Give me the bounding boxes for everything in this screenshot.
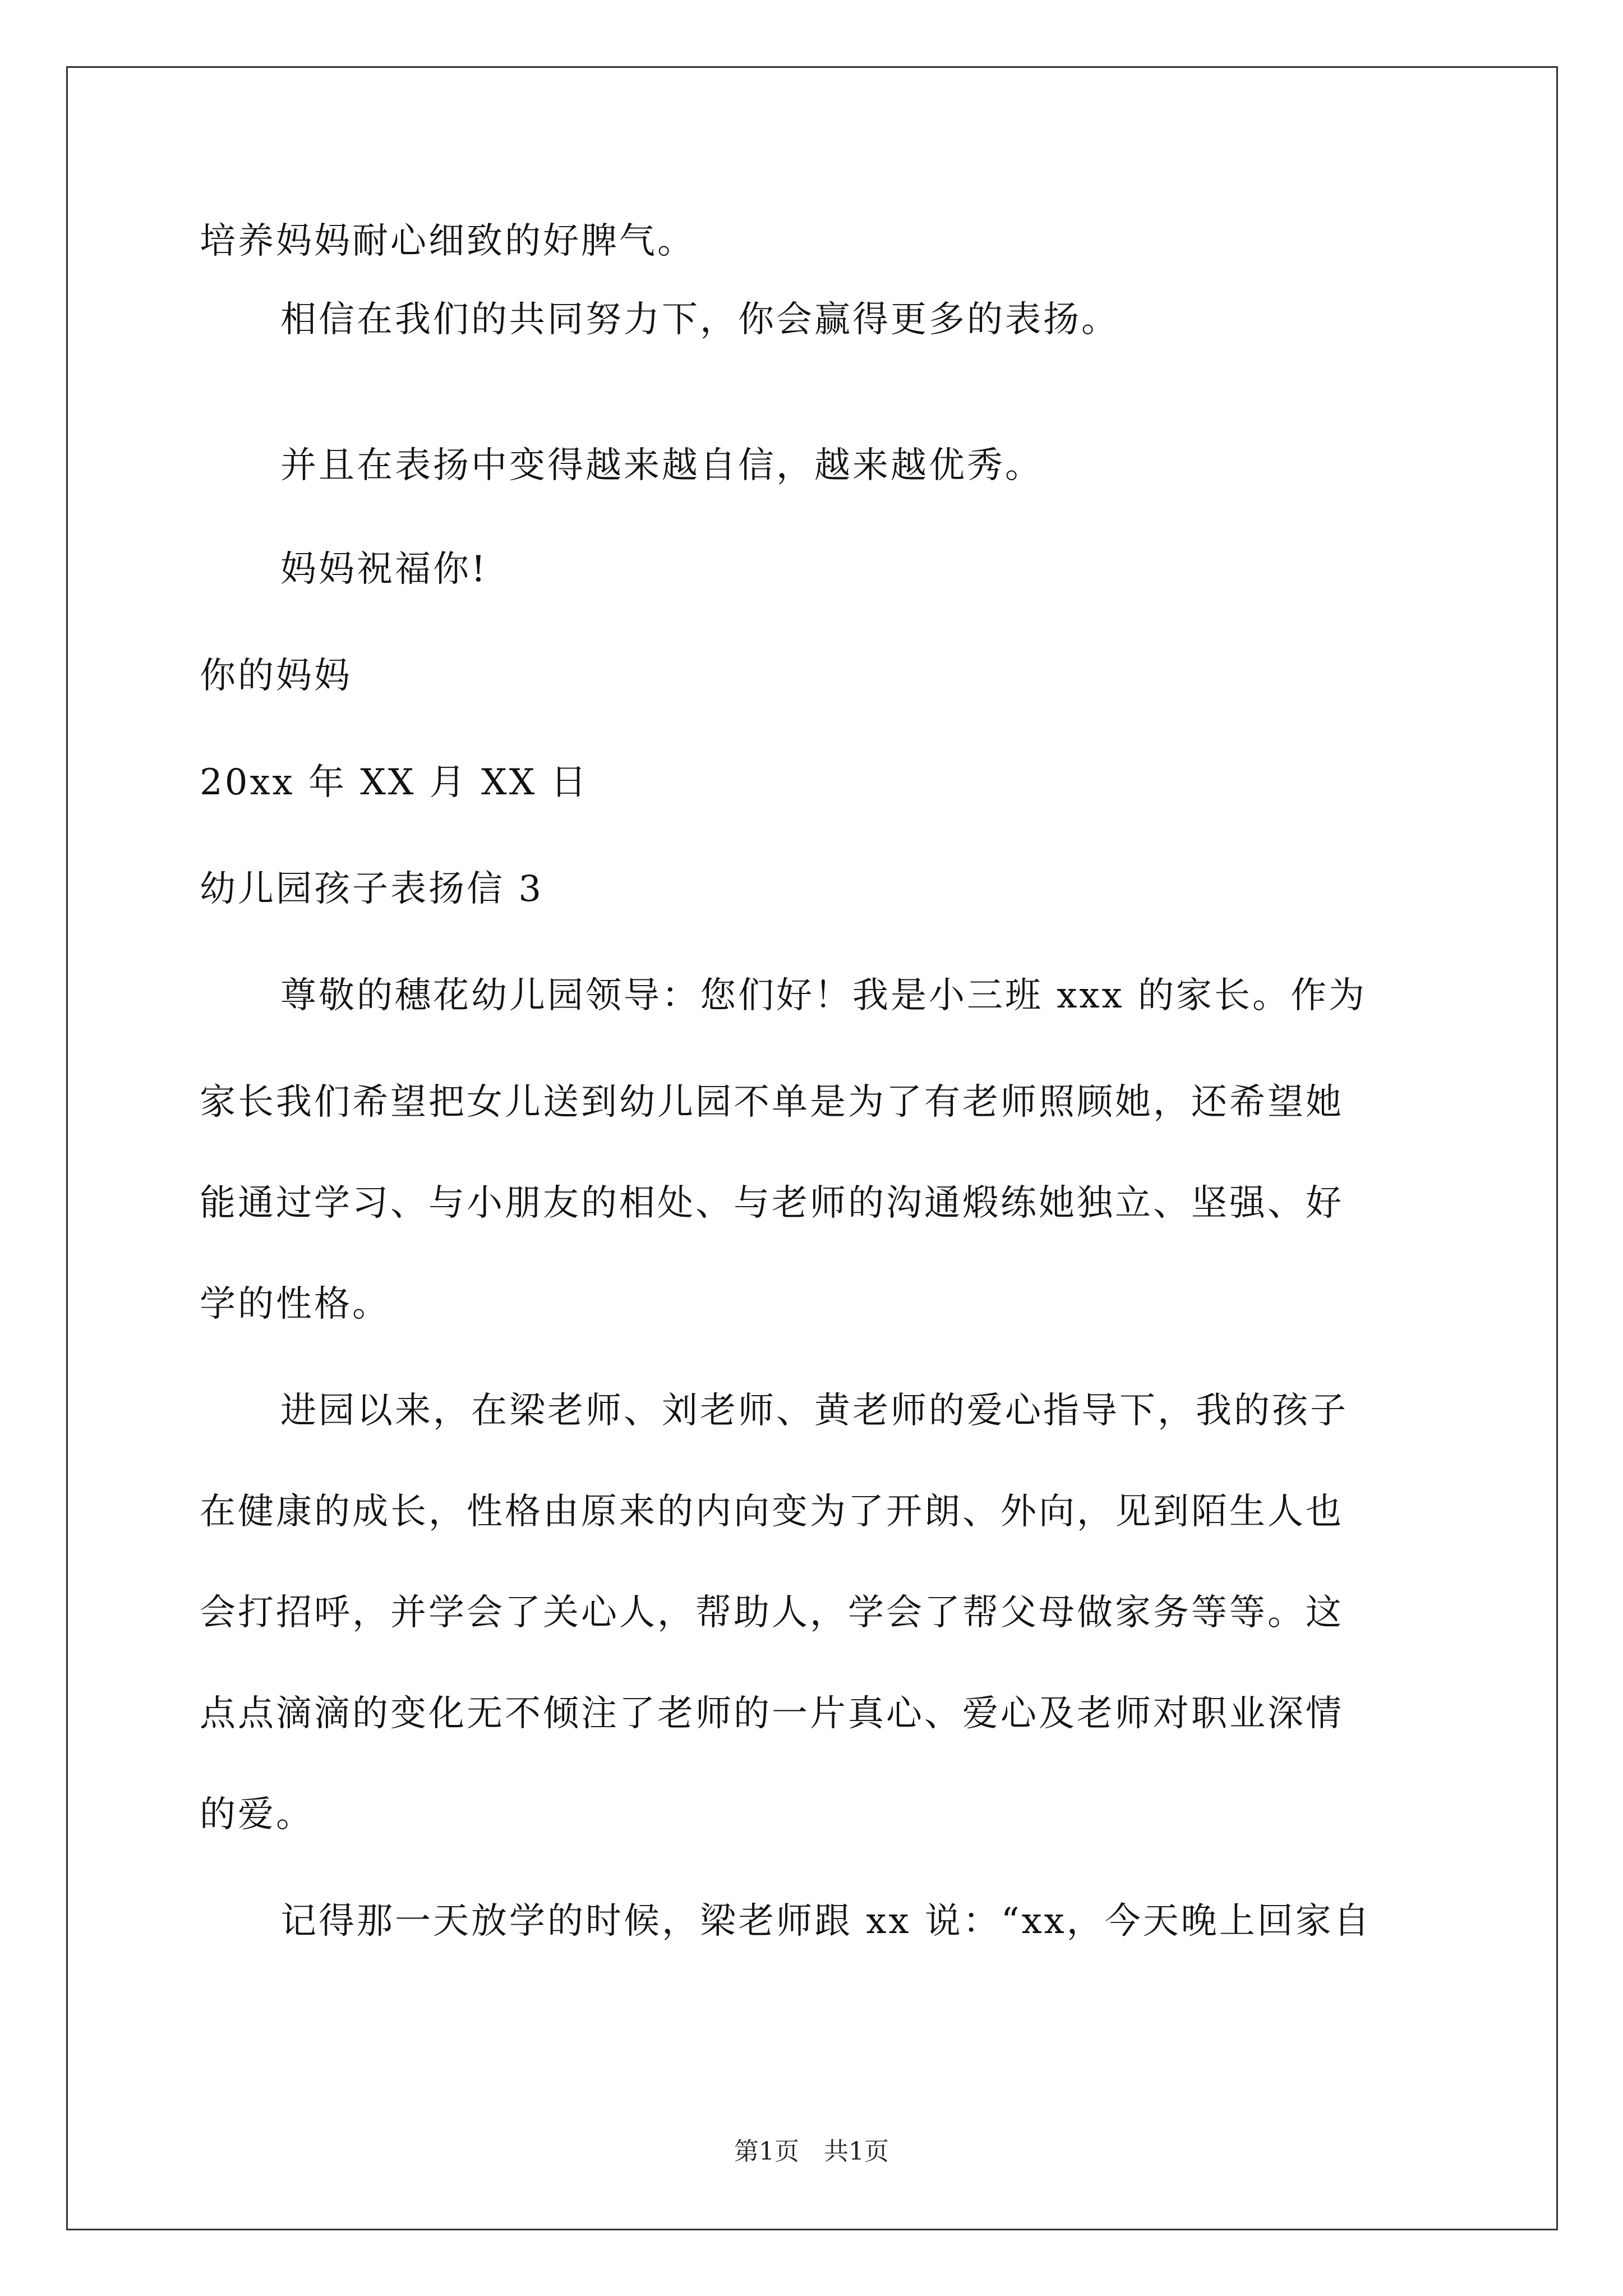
page-number: 第1页 共1页 <box>734 2137 889 2166</box>
date-line: 20xx 年 XX 月 XX 日 <box>200 762 589 803</box>
body-line: 家长我们希望把女儿送到幼儿园不单是为了有老师照顾她，还希望她 <box>200 1082 1344 1123</box>
body-line: 能通过学习、与小朋友的相处、与老师的沟通煅练她独立、坚强、好 <box>200 1182 1344 1224</box>
body-line: 会打招呼，并学会了关心人，帮助人，学会了帮父母做家务等等。这 <box>200 1592 1344 1634</box>
section-heading: 幼儿园孩子表扬信 3 <box>200 868 544 910</box>
body-line: 记得那一天放学的时候，梁老师跟 xx 说：“xx，今天晚上回家自 <box>280 1901 1372 1942</box>
body-line: 尊敬的穗花幼儿园领导：您们好！我是小三班 xxx 的家长。作为 <box>280 975 1367 1016</box>
body-line: 相信在我们的共同努力下，你会赢得更多的表扬。 <box>280 299 1119 341</box>
body-line: 妈妈祝福你! <box>280 549 488 590</box>
body-line: 学的性格。 <box>200 1283 390 1325</box>
signature-line: 你的妈妈 <box>200 655 352 697</box>
body-line: 培养妈妈耐心细致的好脾气。 <box>200 220 695 262</box>
body-line: 进园以来，在梁老师、刘老师、黄老师的爱心指导下，我的孩子 <box>280 1390 1348 1432</box>
body-line: 的爱。 <box>200 1794 314 1835</box>
body-line: 点点滴滴的变化无不倾注了老师的一片真心、爱心及老师对职业深情 <box>200 1693 1344 1734</box>
body-line: 在健康的成长，性格由原来的内向变为了开朗、外向，见到陌生人也 <box>200 1491 1344 1533</box>
body-line: 并且在表扬中变得越来越自信，越来越优秀。 <box>280 445 1043 486</box>
